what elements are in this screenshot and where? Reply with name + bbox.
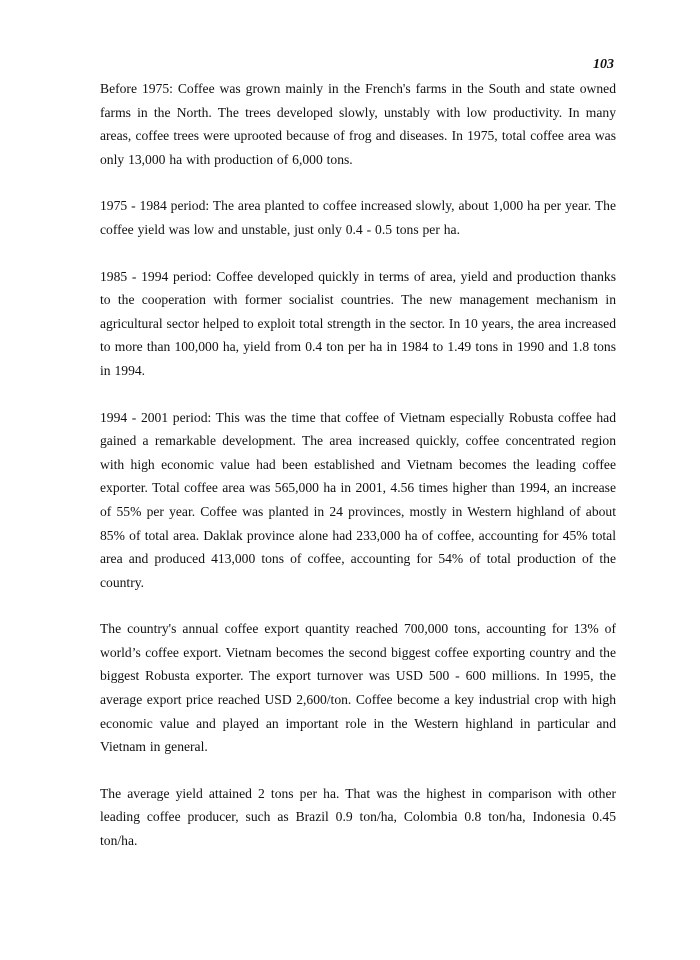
body-text xyxy=(100,77,616,876)
paragraph-1975-1984: 1975 - 1984 period: The area planted to coffee increased slowly, about 1,000 ha per year. The coffee yield was low and unstable, just only 0.4 - 0.5 tons per ha. xyxy=(100,198,616,237)
paragraph-average-yield: The average yield attained 2 tons per ha. That was the highest in comparison with other leading coffee producer, such as Brazil 0.9 ton/ha, Colombia 0.8 ton/ha, Indonesia 0.45 ton/ha. xyxy=(100,785,616,849)
paragraph-1985-1994: 1985 - 1994 period: Coffee developed quickly in terms of area, yield and production thanks to the cooperation with former socialist countries. The new management mechanism in agricultural sector helped to exploit total strength in the sector. In 10 years, the area increased to more than 100,000 ha, yield from 0.4 ton per ha in 1984 to 1.49 tons in 1990 and 1.8 tons in 1994. xyxy=(100,268,616,378)
paragraph-coffee-export: The country's annual coffee export quantity reached 700,000 tons, accounting for 13% of world’s coffee export. Vietnam becomes the second biggest coffee exporting country and the biggest Robusta exporter. The export turnover was USD 500 - 600 millions. In 1995, the average export price reached USD 2,600/ton. Coffee become a key industrial crop with high economic value and played an important role in the Western highland in particular and Vietnam in general. xyxy=(100,621,616,755)
paragraph-1994-2001: 1994 - 2001 period: This was the time that coffee of Vietnam especially Robusta coffee had gained a remarkable development. The area increased quickly, coffee concentrated region with high economic value had been established and Vietnam becomes the leading coffee exporter. Total coffee area was 565,000 ha in 2001, 4.56 times higher than 1994, an increase of 55% per year. Coffee was planted in 24 provinces, mostly in Western highland of about 85% of total area. Daklak province alone had 233,000 ha of coffee, accounting for 45% total area and produced 413,000 tons of coffee, accounting for 54% of total production of the country. xyxy=(100,409,616,590)
page-number: 103 xyxy=(593,57,614,72)
paragraph-before-1975: Before 1975: Coffee was grown mainly in the French's farms in the South and state owned farms in the North. The trees developed slowly, unstably with low productivity. In many areas, coffee trees were uprooted because of frog and diseases. In 1975, total coffee area was only 13,000 ha with production of 6,000 tons. xyxy=(100,81,616,167)
